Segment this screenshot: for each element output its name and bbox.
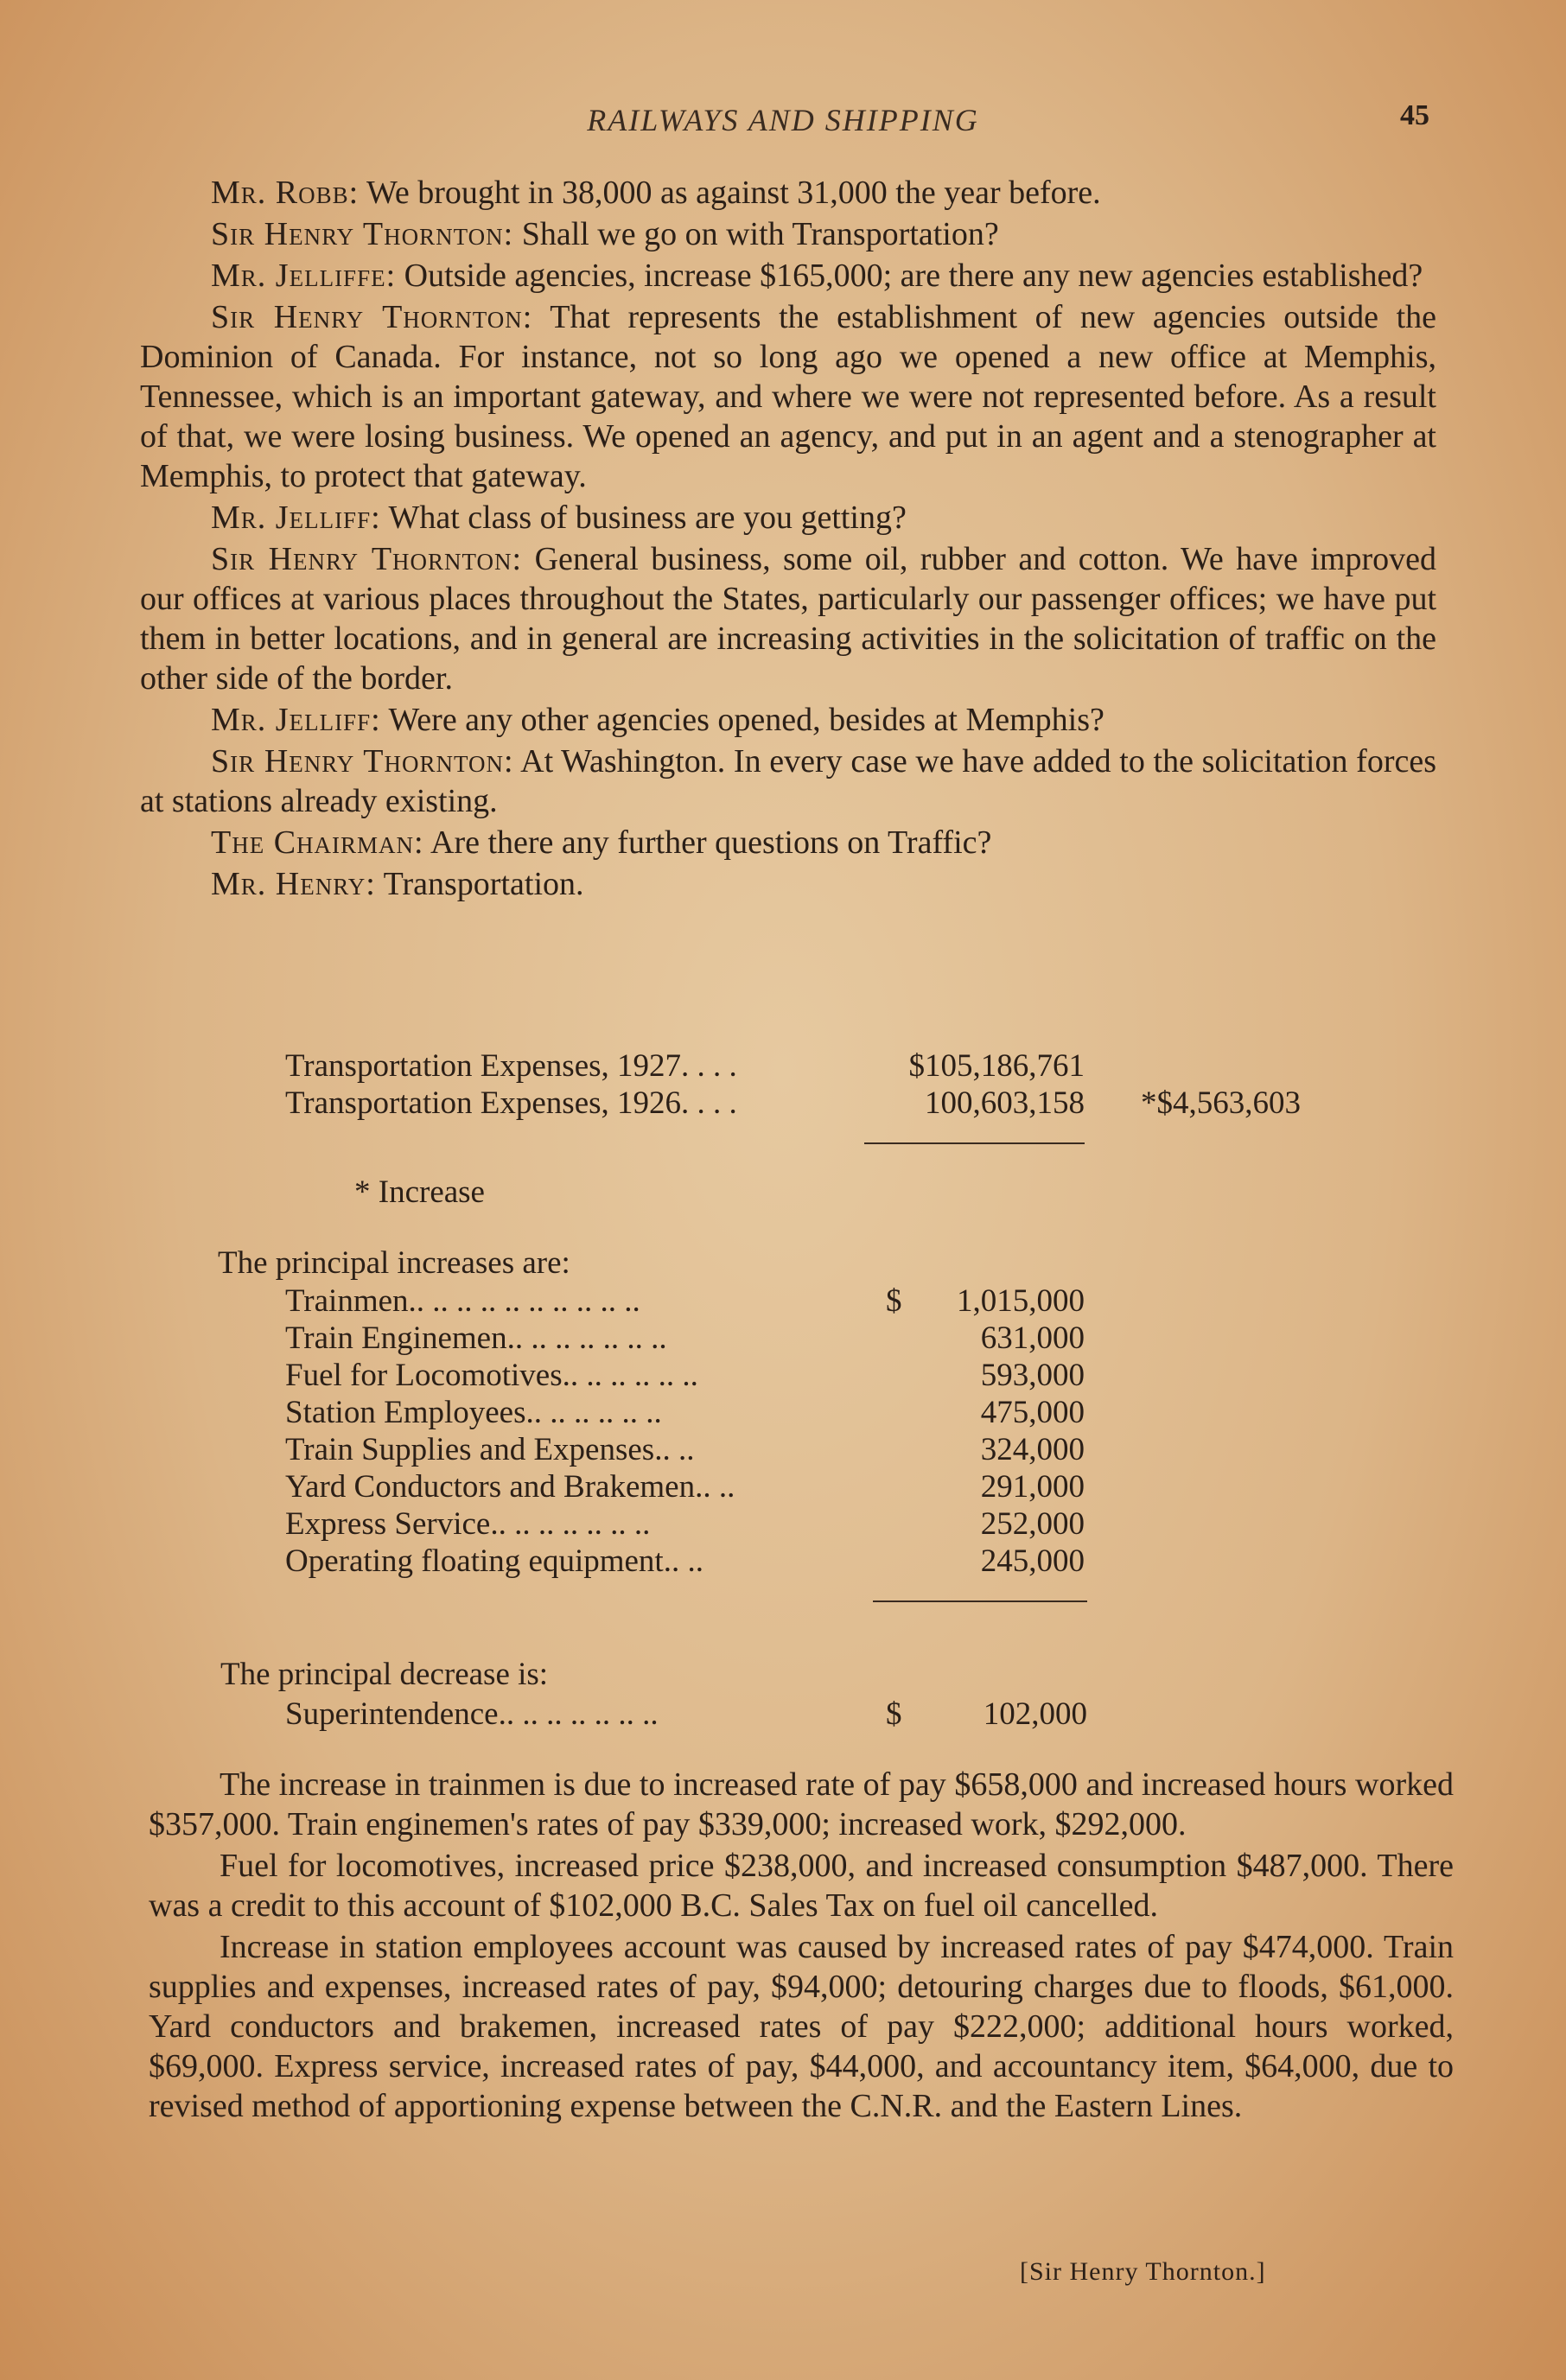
dialogue-paragraph [140,214,1436,254]
speaker-name: Sir Henry Thornton: [211,541,523,577]
increase-label: Yard Conductors and Brakemen.. .. [285,1469,735,1505]
speech-text: Transportation. [375,866,584,902]
increase-value: 593,000 [980,1358,1085,1393]
speech-text: Were any other agencies opened, besides at Memphis? [380,702,1104,738]
dialogue-section [140,173,1436,906]
increase-value: 475,000 [980,1395,1085,1430]
increase-value: 291,000 [980,1469,1085,1505]
speaker-name: Mr. Henry: [211,866,376,902]
increase-label: Train Supplies and Expenses.. .. [285,1432,695,1467]
dialogue-paragraph [140,539,1436,698]
increase-label: Trainmen.. .. .. .. .. .. .. .. .. .. [285,1283,640,1319]
increase-value: 252,000 [980,1506,1085,1542]
speech-text: General business, some oil, rubber and cotton. We have improved our offices at various places throughout the States, particularly our passenger offices; we have put them in better locations, and in general are increasing activities in the solicitation of traffic on the other side of the border. [140,541,1436,697]
dialogue-paragraph [140,297,1436,496]
speaker-name: Sir Henry Thornton: [211,743,514,780]
decrease-heading: The principal decrease is: [220,1657,549,1692]
expense-difference: *$4,563,603 [1141,1085,1301,1121]
sum-rule [873,1600,1087,1602]
explanation-paragraph: Increase in station employees account was caused by increased rates of pay $474,000. Train supplies and expenses, increased rates of pay, $94,000; detouring charges due to floods, $61,000. Yard conductors and brakemen, increased rates of pay $222,000; additional hours worked, $69,000. Express service, increased rates of pay, $44,000, and accountancy item, $64,000, due to revised method of apportioning expense between the C.N.R. and the Eastern Lines. [149,1929,1454,2124]
increase-value: 324,000 [980,1432,1085,1467]
increase-value: 1,015,000 [957,1283,1085,1319]
explanation-paragraph: Fuel for locomotives, increased price $238,000, and increased consumption $487,000. There was a credit to this account of $102,000 B.C. Sales Tax on fuel oil cancelled. [149,1848,1454,1924]
increase-value: 631,000 [980,1320,1085,1356]
currency-symbol: $ [886,1696,902,1732]
sum-rule [864,1142,1085,1144]
speaker-name: Mr. Robb: [211,175,360,211]
dialogue-paragraph [140,700,1436,740]
expense-label: Transportation Expenses, 1926. . . . [285,1085,737,1121]
speech-text: At Washington. In every case we have added to the solicitation forces at stations already existing. [140,743,1436,819]
speaker-name: Mr. Jelliffe: [211,258,397,294]
increase-footnote: * Increase [354,1174,485,1210]
increase-label: Express Service.. .. .. .. .. .. .. [285,1506,651,1542]
speaker-name: Mr. Jelliff: [211,500,381,536]
increase-label: Fuel for Locomotives.. .. .. .. .. .. [285,1358,698,1393]
speaker-name: Sir Henry Thornton: [211,216,514,252]
explanation-section [149,1765,1454,2128]
speaker-signature: [Sir Henry Thornton.] [1020,2257,1266,2286]
increases-heading: The principal increases are: [218,1245,570,1281]
dialogue-paragraph [140,256,1436,296]
speaker-name: Mr. Jelliff: [211,702,381,738]
speech-text: Are there any further questions on Traffic? [423,824,992,861]
speech-text: That represents the establishment of new agencies outside the Dominion of Canada. For instance, not so long ago we opened a new office at Memphis, Tennessee, which is an important gateway, and where we were not represented before. As a result of that, we were losing business. We opened an agency, and put in an agent and a stenographer at Memphis, to protect that gateway. [140,299,1436,494]
speaker-name: The Chairman: [211,824,424,861]
dialogue-paragraph [140,173,1436,213]
explanation-paragraph: The increase in trainmen is due to increased rate of pay $658,000 and increased hours worked $357,000. Train enginemen's rates of pay $339,000; increased work, $292,000. [149,1766,1454,1842]
dialogue-paragraph [140,741,1436,821]
currency-symbol: $ [886,1283,902,1319]
decrease-label: Superintendence.. .. .. .. .. .. .. [285,1696,659,1732]
increase-label: Train Enginemen.. .. .. .. .. .. .. [285,1320,667,1356]
speech-text: We brought in 38,000 as against 31,000 the year before. [359,175,1101,211]
page-number: 45 [1400,99,1429,131]
dialogue-paragraph [140,498,1436,538]
speaker-name: Sir Henry Thornton: [211,299,533,335]
decrease-value: 102,000 [983,1696,1087,1732]
expense-label: Transportation Expenses, 1927. . . . [285,1048,737,1084]
running-header: RAILWAYS AND SHIPPING [587,103,979,137]
increase-label: Operating floating equipment.. .. [285,1543,703,1579]
increase-value: 245,000 [980,1543,1085,1579]
increase-label: Station Employees.. .. .. .. .. .. [285,1395,662,1430]
dialogue-paragraph [140,823,1436,862]
dialogue-paragraph [140,864,1436,904]
speech-text: What class of business are you getting? [380,500,907,536]
speech-text: Shall we go on with Transportation? [513,216,999,252]
expense-value: 100,603,158 [925,1085,1085,1121]
expense-value: $105,186,761 [908,1048,1085,1084]
speech-text: Outside agencies, increase $165,000; are there any new agencies established? [396,258,1423,294]
